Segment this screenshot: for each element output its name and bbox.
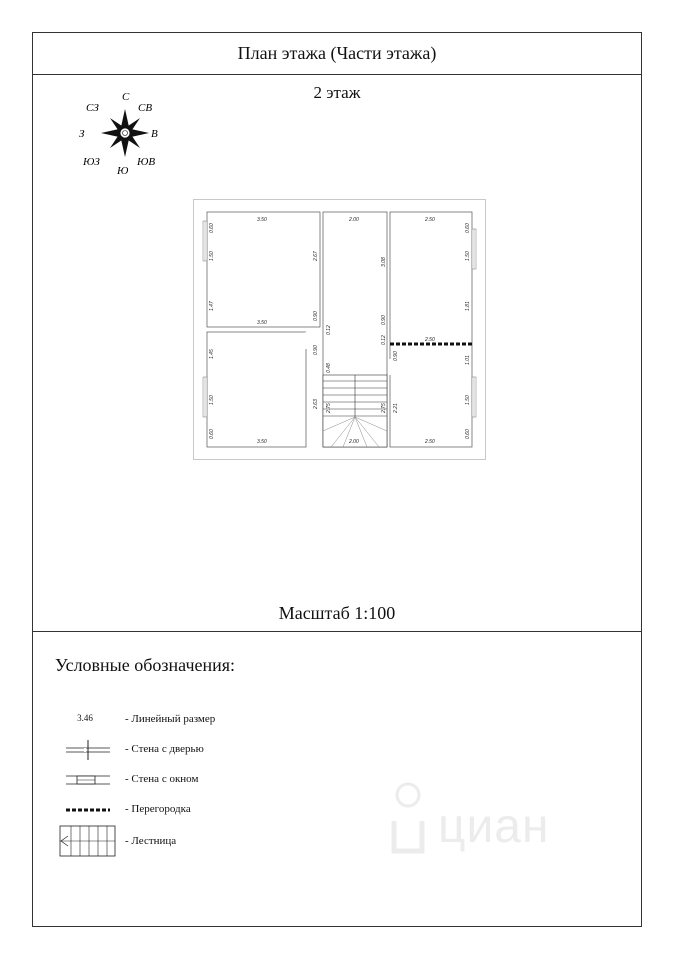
floor-plan bbox=[193, 199, 487, 461]
staircase bbox=[323, 375, 387, 447]
dim-mid-v3: 0.12 bbox=[326, 325, 332, 335]
dim-stair-v2: 0.90 bbox=[381, 315, 387, 325]
dim-right-v6: 0.60 bbox=[465, 429, 471, 439]
wall-window-icon bbox=[55, 765, 125, 795]
dim-left-v5: 1.50 bbox=[209, 395, 215, 405]
dim-left-v3: 1.47 bbox=[209, 301, 215, 311]
watermark-text: циан bbox=[438, 800, 550, 853]
compass-nw: СЗ bbox=[86, 102, 99, 114]
compass-s: Ю bbox=[117, 165, 129, 177]
dim-bottom-left: 3.50 bbox=[257, 439, 267, 445]
stairs-icon bbox=[55, 823, 125, 859]
legend-partition-label: - Перегородка bbox=[125, 803, 191, 815]
dim-right-v3: 1.81 bbox=[465, 301, 471, 311]
sheet-title-text: План этажа (Части этажа) bbox=[237, 43, 437, 63]
drawing-sheet bbox=[32, 32, 642, 927]
dim-mid-v4: 0.90 bbox=[313, 345, 319, 355]
legend-dimension-symbol: 3.46 bbox=[77, 713, 93, 723]
sheet-title bbox=[33, 33, 641, 75]
dim-stair-v4: 2.75 bbox=[381, 403, 387, 413]
dim-right-v1: 0.60 bbox=[465, 223, 471, 233]
compass-ne: СВ bbox=[138, 102, 153, 114]
floor-label: 2 этаж bbox=[313, 83, 361, 102]
dim-left-v6: 0.60 bbox=[209, 429, 215, 439]
dim-left-v2: 1.50 bbox=[209, 251, 215, 261]
compass-rose bbox=[75, 89, 165, 179]
partition-icon bbox=[55, 795, 125, 825]
dim-right-v2: 1.50 bbox=[465, 251, 471, 261]
dim-stair-v6: 2.21 bbox=[393, 403, 399, 413]
dim-bottom-mid: 2.00 bbox=[349, 439, 359, 445]
dim-right-v5: 1.50 bbox=[465, 395, 471, 405]
compass-w: З bbox=[79, 128, 85, 140]
legend-window-label: - Стена с окном bbox=[125, 773, 199, 785]
legend-door-label: - Стена с дверью bbox=[125, 743, 204, 755]
dim-left-v4: 1.45 bbox=[209, 349, 215, 359]
compass-e: В bbox=[151, 128, 158, 140]
watermark bbox=[388, 781, 608, 891]
dim-right-v4: 1.01 bbox=[465, 355, 471, 365]
dim-stair-v1: 3.08 bbox=[381, 257, 387, 267]
section-divider bbox=[33, 631, 641, 632]
scale-label: Масштаб 1:100 bbox=[278, 603, 396, 623]
dim-top-right: 2.50 bbox=[425, 217, 435, 223]
watermark-pin-icon bbox=[388, 781, 428, 861]
dim-mid-right: 2.50 bbox=[425, 337, 435, 343]
dim-top-left-2: 3.50 bbox=[257, 320, 267, 326]
dim-stair-v5: 0.90 bbox=[393, 351, 399, 361]
dim-top-left: 3.50 bbox=[257, 217, 267, 223]
dim-mid-v1: 2.67 bbox=[313, 251, 319, 261]
compass-se: ЮВ bbox=[137, 156, 156, 168]
dim-mid-v5: 0.48 bbox=[326, 363, 332, 373]
wall-door-icon bbox=[55, 735, 125, 765]
dim-mid-v7: 2.75 bbox=[326, 403, 332, 413]
compass-sw: ЮЗ bbox=[83, 156, 100, 168]
legend-dimension-label: - Линейный размер bbox=[125, 713, 216, 725]
dim-bottom-right: 2.50 bbox=[425, 439, 435, 445]
legend-item-door bbox=[55, 735, 455, 765]
dim-stair-v3: 0.12 bbox=[381, 335, 387, 345]
compass-n: С bbox=[122, 91, 130, 103]
dim-mid-v6: 2.63 bbox=[313, 399, 319, 409]
dim-left-v1: 0.60 bbox=[209, 223, 215, 233]
legend-item-dimension bbox=[55, 705, 455, 735]
legend-title: Условные обозначения: bbox=[55, 655, 236, 675]
dim-top-mid: 2.00 bbox=[349, 217, 359, 223]
legend-stairs-label: - Лестница bbox=[125, 835, 177, 847]
dim-mid-v2: 0.90 bbox=[313, 311, 319, 321]
